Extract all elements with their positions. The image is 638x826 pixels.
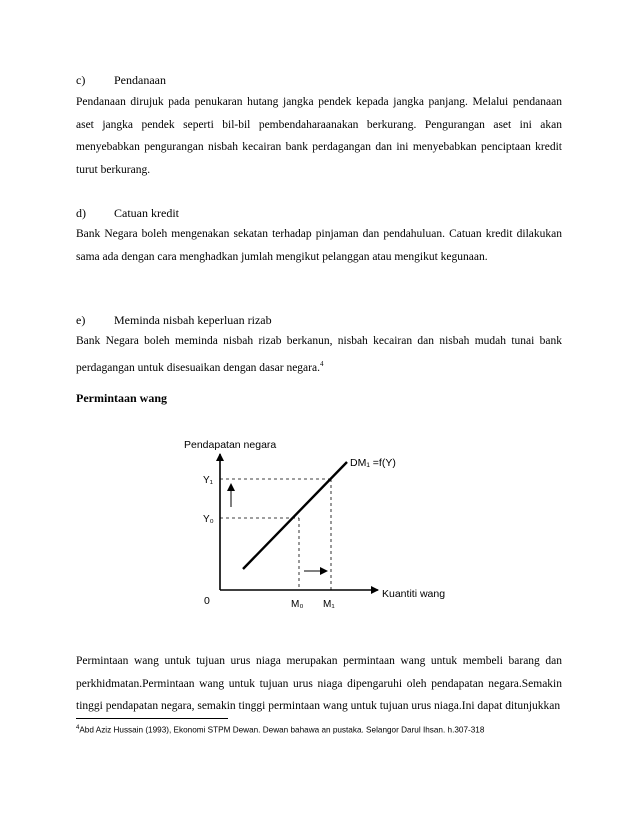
money-demand-diagram [180,432,470,612]
section-e-text [76,330,562,379]
m1-tick-label: M₁ [323,599,335,610]
section-e-body: Bank Negara boleh meminda nisbah rizab berkanun, nisbah kecairan dan nisbah mudah tunai bank perdagangan untuk disesuaikan dengan dasar negara. [76,335,562,374]
y0-tick-label: Y₀ [203,514,214,525]
section-c-label: c) [76,73,86,87]
y1-tick-label: Y₁ [203,475,214,486]
section-c-heading [76,73,166,88]
section-d-text: Bank Negara boleh mengenakan sekatan terhadap pinjaman dan pendahuluan. Catuan kredit dilakukan sama ada dengan cara menghadkan jumlah mengikut pelanggan atau mengikut kegunaan. [76,228,562,263]
section-d-title: Catuan kredit [114,206,179,220]
section-e-heading [76,313,272,328]
section-e-label: e) [76,313,86,327]
section-c-text: Pendanaan dirujuk pada penukaran hutang jangka pendek kepada jangka panjang. Melalui pendanaan aset jangka pendek seperti bil-bil pembendaharaanakan berkurang. Pengurangan aset ini akan menyebabkan pengurangan nisbah kecairan bank perdagangan dan ini menyebabkan penciptaan kredit turut berkurang. [76,96,562,177]
section-d-heading [76,206,179,221]
footnote-ref: 4 [319,359,324,368]
section-heading-permintaan-wang: Permintaan wang [76,391,167,405]
section-e-title: Meminda nisbah keperluan rizab [114,313,272,327]
curve-label: DM₁ =f(Y) [350,457,396,469]
footnote-text: Abd Aziz Hussain (1993), Ekonomi STPM Dewan. Dewan bahawa an pustaka. Selangor Darul Ihsan. h.307-318 [79,725,485,735]
origin-label: 0 [204,595,210,607]
footnote-rule [76,718,228,719]
section-c-title: Pendanaan [114,73,166,87]
footnote [76,725,484,735]
x-axis-label: Kuantiti wang [382,588,446,600]
m0-tick-label: M₀ [291,599,304,610]
section-d-label: d) [76,206,86,220]
footnote-number: 4 [76,725,80,731]
y-axis-label: Pendapatan negara [184,439,277,451]
money-demand-paragraph: Permintaan wang untuk tujuan urus niaga merupakan permintaan wang untuk membeli barang dan perkhidmatan.Permintaan wang untuk tujuan urus niaga dipengaruhi oleh pendapatan negara.Semakin tinggi pendapatan negara, semakin tinggi permintaan wang untuk tujuan urus niaga.Ini dapat ditunjukkan [76,655,562,713]
